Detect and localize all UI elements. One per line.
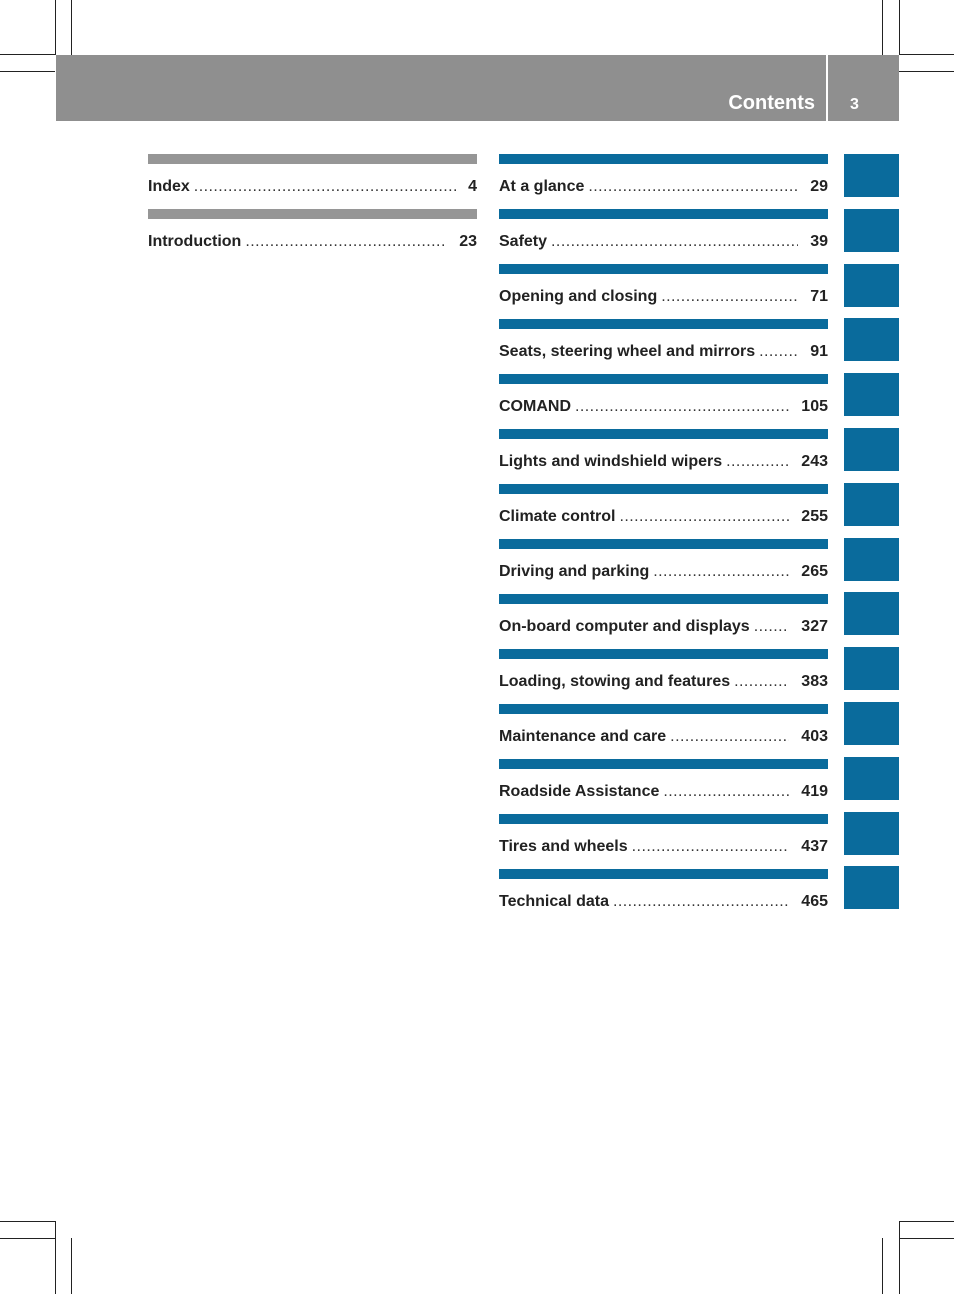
toc-entry-climate-control[interactable] xyxy=(499,484,828,539)
toc-entry-label: Maintenance and care xyxy=(499,728,667,745)
dot-leader xyxy=(245,232,447,252)
toc-entry-comand[interactable] xyxy=(499,374,828,429)
dot-leader xyxy=(632,837,790,857)
section-bar xyxy=(499,539,828,549)
dot-leader xyxy=(588,177,798,197)
dot-leader xyxy=(619,507,789,527)
dot-leader xyxy=(670,727,789,747)
toc-entry-page: 39 xyxy=(810,233,828,250)
dot-leader xyxy=(726,452,789,472)
thumb-tab[interactable] xyxy=(844,209,899,252)
dot-leader xyxy=(661,287,798,307)
thumb-tab[interactable] xyxy=(844,318,899,361)
toc-entry-label: On-board computer and displays xyxy=(499,618,750,635)
toc-entry-page: 403 xyxy=(801,728,828,745)
toc-entry-driving-parking[interactable] xyxy=(499,539,828,594)
dot-leader xyxy=(759,342,798,362)
toc-entry-tires-wheels[interactable] xyxy=(499,814,828,869)
crop-mark xyxy=(882,1238,883,1294)
crop-mark xyxy=(0,1238,55,1239)
toc-entry-label: Introduction xyxy=(148,233,242,250)
section-bar xyxy=(499,154,828,164)
crop-mark xyxy=(899,1221,900,1294)
toc-entry-label: Tires and wheels xyxy=(499,838,628,855)
crop-mark xyxy=(0,54,55,55)
section-bar xyxy=(499,264,828,274)
toc-entry-page: 465 xyxy=(801,893,828,910)
toc-entry-opening-and-closing[interactable] xyxy=(499,264,828,319)
thumb-tab[interactable] xyxy=(844,373,899,416)
section-bar xyxy=(499,704,828,714)
crop-mark xyxy=(899,71,954,72)
crop-mark xyxy=(0,71,55,72)
thumb-tab[interactable] xyxy=(844,757,899,800)
toc-entry-label: COMAND xyxy=(499,398,571,415)
dot-leader xyxy=(575,397,789,417)
page-title: Contents xyxy=(728,92,815,114)
toc-entry-page: 383 xyxy=(801,673,828,690)
toc-entry-label: Safety xyxy=(499,233,548,250)
toc-entry-label: At a glance xyxy=(499,178,585,195)
section-bar xyxy=(499,374,828,384)
toc-entry-label: Loading, stowing and features xyxy=(499,673,731,690)
header-separator xyxy=(826,55,828,121)
dot-leader xyxy=(734,672,789,692)
toc-left-column xyxy=(148,154,477,264)
crop-mark xyxy=(882,0,883,55)
toc-entry-page: 91 xyxy=(810,343,828,360)
toc-entry-index[interactable] xyxy=(148,154,477,209)
dot-leader xyxy=(754,617,790,637)
toc-entry-roadside-assistance[interactable] xyxy=(499,759,828,814)
toc-entry-technical-data[interactable] xyxy=(499,869,828,924)
thumb-tab[interactable] xyxy=(844,428,899,471)
toc-entry-label: Index xyxy=(148,178,190,195)
section-bar xyxy=(499,484,828,494)
crop-mark xyxy=(71,1238,72,1294)
dot-leader xyxy=(194,177,456,197)
toc-entry-page: 71 xyxy=(810,288,828,305)
crop-mark xyxy=(55,1221,56,1294)
section-bar xyxy=(499,869,828,879)
toc-entry-safety[interactable] xyxy=(499,209,828,264)
crop-mark xyxy=(899,0,900,55)
toc-entry-label: Seats, steering wheel and mirrors xyxy=(499,343,756,360)
crop-mark xyxy=(899,1221,954,1222)
toc-entry-page: 437 xyxy=(801,838,828,855)
thumb-tab[interactable] xyxy=(844,264,899,307)
toc-entry-label: Opening and closing xyxy=(499,288,658,305)
thumb-tab[interactable] xyxy=(844,154,899,197)
toc-entry-label: Climate control xyxy=(499,508,616,525)
toc-entry-seats-steering-mirrors[interactable] xyxy=(499,319,828,374)
page-number: 3 xyxy=(850,96,859,113)
thumb-tab[interactable] xyxy=(844,538,899,581)
toc-entry-label: Technical data xyxy=(499,893,609,910)
thumb-tab[interactable] xyxy=(844,702,899,745)
toc-entry-at-a-glance[interactable] xyxy=(499,154,828,209)
toc-entry-label: Roadside Assistance xyxy=(499,783,660,800)
toc-entry-onboard-computer[interactable] xyxy=(499,594,828,649)
dot-leader xyxy=(551,232,798,252)
toc-entry-page: 419 xyxy=(801,783,828,800)
thumb-index-tabs xyxy=(844,154,899,921)
thumb-tab[interactable] xyxy=(844,866,899,909)
toc-entry-page: 255 xyxy=(801,508,828,525)
crop-mark xyxy=(71,0,72,55)
toc-entry-lights-wipers[interactable] xyxy=(499,429,828,484)
crop-mark xyxy=(0,1221,55,1222)
toc-entry-page: 243 xyxy=(801,453,828,470)
section-bar xyxy=(499,649,828,659)
toc-entry-page: 4 xyxy=(468,178,477,195)
toc-entry-label: Lights and windshield wipers xyxy=(499,453,723,470)
section-bar xyxy=(499,429,828,439)
thumb-tab[interactable] xyxy=(844,592,899,635)
dot-leader xyxy=(613,892,789,912)
thumb-tab[interactable] xyxy=(844,812,899,855)
crop-mark xyxy=(55,0,56,55)
section-bar xyxy=(148,154,477,164)
crop-mark xyxy=(899,1238,954,1239)
toc-right-column xyxy=(499,154,828,924)
dot-leader xyxy=(653,562,789,582)
toc-entry-loading-stowing[interactable] xyxy=(499,649,828,704)
toc-entry-page: 327 xyxy=(801,618,828,635)
section-bar xyxy=(148,209,477,219)
toc-entry-maintenance[interactable] xyxy=(499,704,828,759)
toc-entry-page: 265 xyxy=(801,563,828,580)
section-bar xyxy=(499,814,828,824)
crop-mark xyxy=(899,54,954,55)
section-bar xyxy=(499,759,828,769)
toc-entry-page: 23 xyxy=(459,233,477,250)
toc-entry-page: 29 xyxy=(810,178,828,195)
section-bar xyxy=(499,319,828,329)
section-bar xyxy=(499,594,828,604)
thumb-tab[interactable] xyxy=(844,647,899,690)
thumb-tab[interactable] xyxy=(844,483,899,526)
section-bar xyxy=(499,209,828,219)
toc-entry-label: Driving and parking xyxy=(499,563,650,580)
dot-leader xyxy=(663,782,789,802)
toc-entry-introduction[interactable] xyxy=(148,209,477,264)
toc-entry-page: 105 xyxy=(801,398,828,415)
